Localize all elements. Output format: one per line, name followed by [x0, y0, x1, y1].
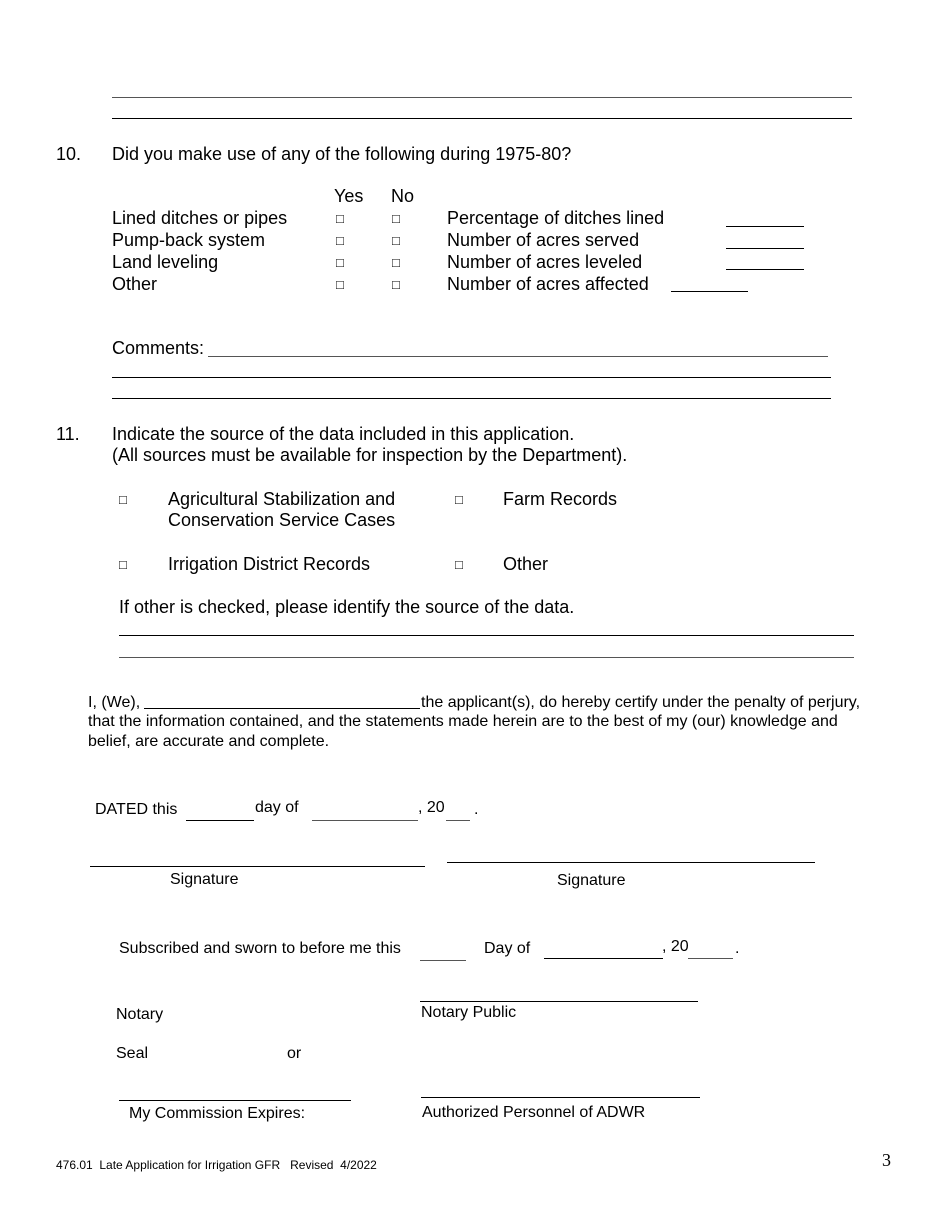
- asc-checkbox[interactable]: □: [119, 492, 127, 507]
- dated-period: .: [474, 801, 479, 818]
- sworn-prefix: Subscribed and sworn to before me this: [119, 940, 401, 957]
- yes-checkbox[interactable]: □: [336, 255, 344, 270]
- q11-question-line1: Indicate the source of the data included in this application.: [112, 424, 575, 444]
- asc-option-line2: Conservation Service Cases: [168, 510, 396, 530]
- dated-prefix: DATED this: [95, 801, 178, 818]
- signature-label-left: Signature: [170, 871, 239, 888]
- acres-affected-field[interactable]: [671, 291, 748, 292]
- dated-month-field[interactable]: [312, 820, 418, 821]
- other-source-checkbox[interactable]: □: [455, 557, 463, 572]
- page-number: 3: [882, 1150, 891, 1170]
- sworn-period: .: [735, 940, 740, 957]
- q10-item-detail: Number of acres affected: [447, 274, 649, 294]
- no-checkbox[interactable]: □: [392, 255, 400, 270]
- identify-source-prompt: If other is checked, please identify the source of the data.: [119, 597, 575, 617]
- dated-day-field[interactable]: [186, 820, 254, 821]
- cert-prefix: I, (We),: [88, 694, 141, 711]
- irrigation-district-checkbox[interactable]: □: [119, 557, 127, 572]
- q10-item-label: Pump-back system: [112, 230, 266, 250]
- q10-item-label: Land leveling: [112, 252, 219, 272]
- farm-records-option: Farm Records: [503, 489, 618, 509]
- signature-line-left[interactable]: [90, 866, 425, 867]
- q10-item-detail: Percentage of ditches lined: [447, 208, 665, 228]
- answer-line-top-1[interactable]: [112, 97, 852, 98]
- form-id-footer: 476.01 Late Application for Irrigation GFR Revised 4/2022: [56, 1158, 377, 1172]
- sworn-month-field[interactable]: [544, 958, 663, 959]
- notary-label: Notary: [116, 1006, 164, 1023]
- no-checkbox[interactable]: □: [392, 211, 400, 226]
- irrigation-district-option: Irrigation District Records: [168, 554, 371, 574]
- percentage-ditches-lined-field[interactable]: [726, 226, 804, 227]
- adwr-personnel-line[interactable]: [421, 1097, 700, 1098]
- commission-expires-line[interactable]: [119, 1100, 351, 1101]
- q11-question-line2: (All sources must be available for inspection by the Department).: [112, 445, 628, 465]
- other-source-option: Other: [503, 554, 549, 574]
- q10-item-label: Other: [112, 274, 158, 294]
- signature-line-right[interactable]: [447, 862, 815, 863]
- yes-checkbox[interactable]: □: [336, 233, 344, 248]
- q10-question: Did you make use of any of the following during 1975-80?: [112, 144, 572, 164]
- or-label: or: [287, 1045, 302, 1062]
- answer-line-top-2[interactable]: [112, 118, 852, 119]
- cert-line2: that the information contained, and the statements made herein are to the best of my (our) knowledge and: [88, 713, 838, 730]
- acres-served-field[interactable]: [726, 248, 804, 249]
- adwr-personnel-label: Authorized Personnel of ADWR: [422, 1104, 646, 1121]
- identify-source-line-1[interactable]: [119, 635, 854, 636]
- q10-number: 10.: [56, 144, 82, 164]
- yes-column-header: Yes: [334, 186, 364, 206]
- applicant-name-field[interactable]: [144, 708, 420, 709]
- signature-label-right: Signature: [557, 872, 626, 889]
- notary-public-label: Notary Public: [421, 1004, 517, 1021]
- cert-line3: belief, are accurate and complete.: [88, 733, 330, 750]
- commission-expires-label: My Commission Expires:: [129, 1105, 306, 1122]
- identify-source-line-2[interactable]: [119, 657, 854, 658]
- cert-line1: the applicant(s), do hereby certify under the penalty of perjury,: [421, 694, 861, 711]
- sworn-year-field[interactable]: [688, 958, 733, 959]
- no-checkbox[interactable]: □: [392, 233, 400, 248]
- sworn-year-prefix: , 20: [662, 938, 689, 955]
- comments-line-1[interactable]: [208, 356, 828, 357]
- sworn-day-field[interactable]: [420, 960, 466, 961]
- seal-label: Seal: [116, 1045, 149, 1062]
- q10-item-label: Lined ditches or pipes: [112, 208, 288, 228]
- q10-item-detail: Number of acres leveled: [447, 252, 643, 272]
- sworn-day-of: Day of: [484, 940, 531, 957]
- dated-year-prefix: , 20: [418, 799, 445, 816]
- q10-item-detail: Number of acres served: [447, 230, 640, 250]
- q11-number: 11.: [56, 424, 80, 444]
- notary-public-line[interactable]: [420, 1001, 698, 1002]
- no-checkbox[interactable]: □: [392, 277, 400, 292]
- comments-line-2[interactable]: [112, 377, 831, 378]
- farm-records-checkbox[interactable]: □: [455, 492, 463, 507]
- dated-year-field[interactable]: [446, 820, 470, 821]
- asc-option-line1: Agricultural Stabilization and: [168, 489, 396, 509]
- no-column-header: No: [391, 186, 415, 206]
- comments-label: Comments:: [112, 338, 205, 358]
- yes-checkbox[interactable]: □: [336, 211, 344, 226]
- dated-day-of: day of: [255, 799, 299, 816]
- comments-line-3[interactable]: [112, 398, 831, 399]
- yes-checkbox[interactable]: □: [336, 277, 344, 292]
- acres-leveled-field[interactable]: [726, 269, 804, 270]
